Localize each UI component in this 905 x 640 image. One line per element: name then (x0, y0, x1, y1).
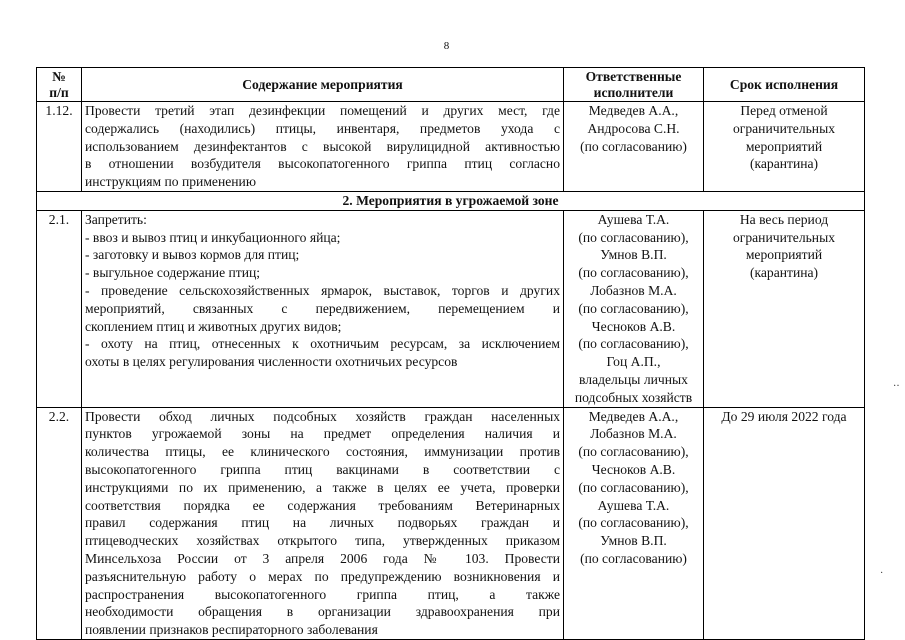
header-num-line: № (52, 68, 66, 84)
responsible-line: Умнов В.П. (600, 247, 667, 263)
responsible-line: Гоц А.П., (606, 354, 661, 370)
responsible-line: Аушева Т.А. (597, 497, 670, 513)
responsible-line: Андросова С.Н. (587, 120, 680, 136)
row-responsible (564, 102, 704, 192)
row-number: 2.1. (37, 210, 82, 407)
content-line: - проведение сельскохозяйственных ярмарок, выставок, торгов и других (85, 282, 560, 298)
content-line: инструкциям по применению (85, 174, 256, 190)
content-line: мероприятий, связанных с передвижением, перемещением и (85, 300, 560, 316)
content-line: пунктов угрожаемой зоны на предмет определения наличия и (85, 426, 560, 442)
responsible-line: (по согласованию), (578, 479, 689, 495)
scan-mark: · (880, 568, 884, 579)
content-line: правил содержания птиц на личных подворьях граждан и (85, 515, 560, 531)
section-row (37, 191, 865, 210)
content-line: распространения высокопатогенного гриппа птиц, а также (85, 586, 560, 602)
content-line: Запретить: (85, 211, 147, 227)
deadline-line: ограничительных (732, 229, 836, 245)
measures-table (36, 67, 865, 640)
responsible-line: Лобазнов М.А. (590, 282, 677, 298)
row-content (82, 102, 564, 192)
responsible-line: Лобазнов М.А. (590, 426, 677, 442)
page-number: 8 (443, 40, 450, 52)
responsible-line: (по согласованию), (578, 444, 689, 460)
content-line: высокопатогенного гриппа птиц вакцинами в соответствии с (85, 461, 560, 477)
responsible-line: (по согласованию), (578, 265, 689, 281)
content-line: Минсельхоза России от 3 апреля 2006 года № 103. Провести (85, 550, 560, 566)
responsible-line: (по согласованию), (578, 336, 689, 352)
header-responsible-line: исполнители (593, 84, 674, 100)
content-line: Провести обход личных подсобных хозяйств граждан населенных (85, 408, 560, 424)
responsible-line: (по согласованию) (580, 138, 687, 154)
deadline-line: Перед отменой (740, 103, 828, 118)
responsible-line: Чесноков А.В. (591, 318, 676, 334)
row-content (82, 407, 564, 639)
responsible-line: (по согласованию) (580, 550, 687, 566)
content-line: охоты в целях регулирования численности охотничьих ресурсов (85, 354, 458, 370)
row-deadline (704, 407, 865, 639)
content-line: птицеводческих хозяйствах открытого типа, утвержденных приказом (85, 533, 560, 549)
content-line: скоплением птиц и животных других видов; (85, 318, 342, 334)
table-row-1-12 (37, 102, 865, 192)
header-num-line: п/п (49, 84, 69, 100)
responsible-line: Умнов В.П. (600, 533, 667, 549)
deadline-line: мероприятий (745, 138, 823, 154)
row-content (82, 210, 564, 407)
deadline-line: ограничительных (732, 120, 836, 136)
deadline-line: (карантина) (749, 265, 819, 281)
responsible-line: (по согласованию), (578, 300, 689, 316)
content-line: появлении признаков респираторного заболевания (85, 622, 378, 638)
deadline-line: На весь период (739, 211, 829, 227)
table-row-2-2 (37, 407, 865, 639)
scan-mark: ‥ (893, 378, 900, 389)
content-line: инструкциями по их применению, а также в целях ее учета, проверки (85, 479, 560, 495)
row-number: 1.12. (37, 102, 82, 192)
header-num (37, 68, 82, 102)
row-deadline (704, 102, 865, 192)
content-line: Провести третий этап дезинфекции помещений и других мест, где (85, 103, 560, 118)
row-responsible (564, 210, 704, 407)
responsible-line: Медведев А.А., (588, 408, 679, 424)
content-line: необходимости обращения в организации здравоохранения при (85, 604, 560, 620)
header-content: Содержание мероприятия (82, 68, 564, 102)
row-responsible (564, 407, 704, 639)
deadline-line: мероприятий (745, 247, 823, 263)
header-responsible-line: Ответственные (585, 68, 682, 84)
responsible-line: (по согласованию), (578, 515, 689, 531)
responsible-line: (по согласованию), (578, 229, 689, 245)
table-row-2-1 (37, 210, 865, 407)
responsible-line: владельцы личных (579, 371, 688, 387)
header-deadline: Срок исполнения (704, 68, 865, 102)
section-title: 2. Мероприятия в угрожаемой зоне (37, 191, 865, 210)
responsible-line: подсобных хозяйств (574, 389, 693, 405)
content-line: количества птицы, ее клинического состояния, иммунизации против (85, 444, 560, 460)
responsible-line: Чесноков А.В. (591, 461, 676, 477)
content-line: - выгульное содержание птиц; (85, 265, 261, 281)
header-responsible (564, 68, 704, 102)
deadline-line: До 29 июля 2022 года (721, 408, 847, 424)
content-line: - заготовку и вывоз кормов для птиц; (85, 247, 300, 263)
header-row (37, 68, 865, 102)
content-line: содержались (находились) птицы, инвентаря, предметов ухода с (85, 120, 560, 136)
deadline-line: (карантина) (749, 156, 819, 172)
content-line: разъяснительную работу о мерах по предупреждению возникновения и (85, 568, 560, 584)
content-line: в отношении возбудителя высокопатогенного гриппа птиц согласно (85, 156, 560, 172)
content-line: - ввоз и вывоз птиц и инкубационного яйца; (85, 229, 341, 245)
content-line: - охоту на птиц, отнесенных к охотничьим ресурсам, за исключением (85, 336, 560, 352)
responsible-line: Аушева Т.А. (597, 211, 670, 227)
responsible-line: Медведев А.А., (588, 103, 679, 118)
row-deadline (704, 210, 865, 407)
row-number: 2.2. (37, 407, 82, 639)
content-line: использованием дезинфектантов с высокой вирулицидной активностью (85, 138, 560, 154)
content-line: соответствия порядка ее содержания требованиям Ветеринарных (85, 497, 560, 513)
